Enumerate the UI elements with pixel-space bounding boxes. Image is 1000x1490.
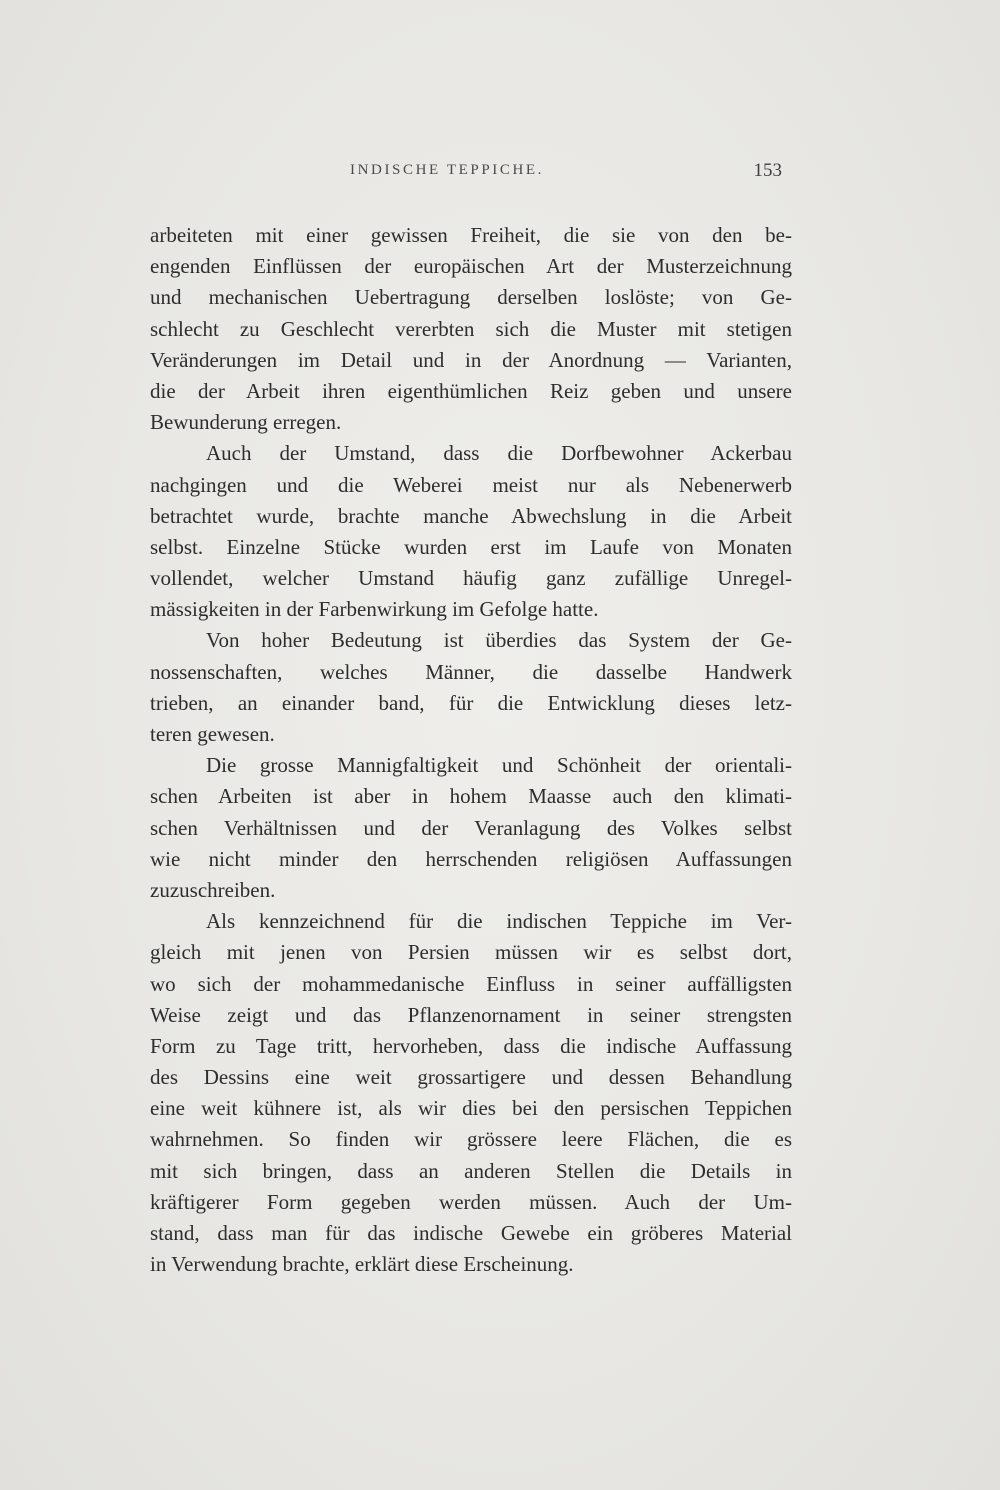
- text-line: teren gewesen.: [150, 722, 275, 746]
- text-line: schen Verhältnissen und der Veranlagung des Volkes selbst: [150, 815, 792, 840]
- text-line: betrachtet wurde, brachte manche Abwechslung in die Arbeit: [150, 503, 792, 528]
- text-line: nachgingen und die Weberei meist nur als Nebenerwerb: [150, 472, 792, 497]
- text-line: schlecht zu Geschlecht vererbten sich die Muster mit stetigen: [150, 316, 792, 341]
- text-line: und mechanischen Uebertragung derselben loslöste; von Ge-: [150, 285, 792, 310]
- text-line: selbst. Einzelne Stücke wurden erst im Laufe von Monaten: [150, 534, 792, 559]
- text-line: trieben, an einander band, für die Entwicklung dieses letz-: [150, 690, 792, 715]
- text-line: vollendet, welcher Umstand häufig ganz zufällige Unregel-: [150, 566, 792, 591]
- text-line: eine weit kühnere ist, als wir dies bei den persischen Teppichen: [150, 1096, 792, 1121]
- text-line: engenden Einflüssen der europäischen Art der Musterzeichnung: [150, 254, 792, 279]
- text-line: des Dessins eine weit grossartigere und dessen Behandlung: [150, 1065, 792, 1090]
- text-line: stand, dass man für das indische Gewebe ein gröberes Material: [150, 1221, 792, 1245]
- text-line: Form zu Tage tritt, hervorheben, dass die indische Auffassung: [150, 1033, 792, 1058]
- text-line: kräftigerer Form gegeben werden müssen. Auch der Um-: [150, 1189, 792, 1214]
- text-line: in Verwendung brachte, erklärt diese Erscheinung.: [150, 1252, 574, 1277]
- text-line: die der Arbeit ihren eigenthümlichen Reiz geben und unsere: [150, 378, 792, 403]
- text-line: wie nicht minder den herrschenden religiösen Auffassungen: [150, 846, 792, 871]
- text-line: wo sich der mohammedanische Einfluss in seiner auffälligsten: [150, 971, 792, 996]
- body-text: [150, 220, 792, 1280]
- text-line: nossenschaften, welches Männer, die dasselbe Handwerk: [150, 659, 792, 684]
- text-line: Von hoher Bedeutung ist überdies das System der Ge-: [206, 628, 792, 653]
- text-line: Als kennzeichnend für die indischen Teppiche im Ver-: [206, 909, 792, 934]
- text-line: Veränderungen im Detail und in der Anordnung — Varianten,: [150, 347, 792, 372]
- text-line: wahrnehmen. So finden wir grössere leere Flächen, die es: [150, 1127, 792, 1152]
- text-line: mit sich bringen, dass an anderen Stellen die Details in: [150, 1158, 792, 1183]
- text-line: Bewunderung erregen.: [150, 410, 342, 435]
- running-title: INDISCHE TEPPICHE.: [350, 162, 545, 178]
- text-line: arbeiteten mit einer gewissen Freiheit, die sie von den be-: [150, 223, 792, 247]
- text-line: mässigkeiten in der Farbenwirkung im Gefolge hatte.: [150, 597, 599, 622]
- text-line: schen Arbeiten ist aber in hohem Maasse auch den klimati-: [150, 784, 792, 809]
- running-header: [150, 162, 792, 192]
- page-number: 153: [753, 160, 782, 181]
- text-line: zuzuschreiben.: [150, 877, 276, 902]
- text-line: Weise zeigt und das Pflanzenornament in seiner strengsten: [150, 1002, 792, 1027]
- text-line: Die grosse Mannigfaltigkeit und Schönheit der orientali-: [206, 753, 792, 778]
- text-line: gleich mit jenen von Persien müssen wir es selbst dort,: [150, 940, 792, 965]
- text-line: Auch der Umstand, dass die Dorfbewohner Ackerbau: [206, 441, 792, 466]
